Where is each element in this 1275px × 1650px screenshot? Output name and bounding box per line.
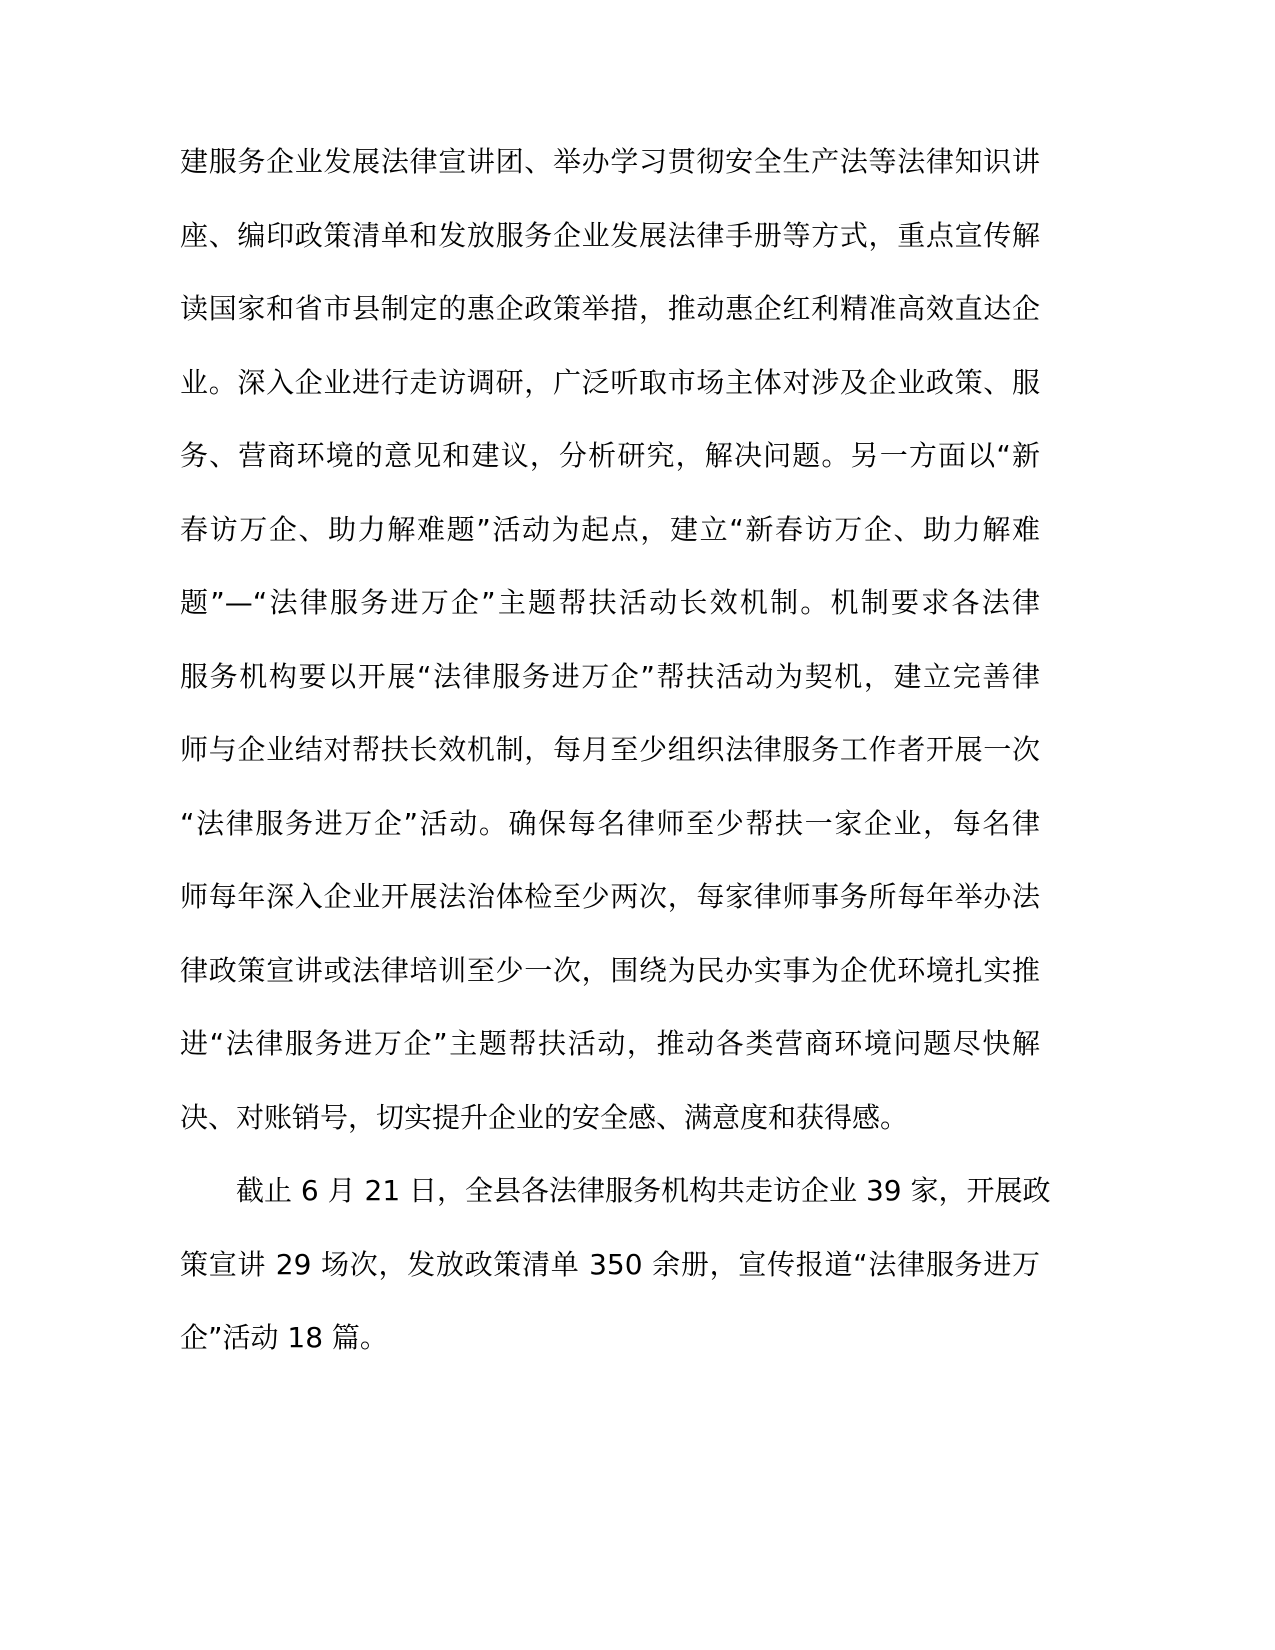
text-line: 座、编印政策清单和发放服务企业发展法律手册等方式，重点宣传解 [180,218,1040,252]
text-line: 师与企业结对帮扶长效机制，每月至少组织法律服务工作者开展一次 [180,733,1040,766]
text-line: 师每年深入企业开展法治体检至少两次，每家律师事务所每年举办法 [180,880,1040,913]
text-line: 决、对账销号，切实提升企业的安全感、满意度和获得感。 [180,1100,909,1134]
text-line: 建服务企业发展法律宣讲团、举办学习贯彻安全生产法等法律知识讲 [180,145,1040,178]
text-line: 进“法律服务进万企”主题帮扶活动，推动各类营商环境问题尽快解 [180,1027,1040,1060]
text-line: 服务机构要以开展“法律服务进万企”帮扶活动为契机，建立完善律 [180,659,1040,693]
text-line: 业。深入企业进行走访调研，广泛听取市场主体对涉及企业政策、服 [180,365,1040,399]
text-line: 题”—“法律服务进万企”主题帮扶活动长效机制。机制要求各法律 [180,586,1040,619]
text-line: 截止 6 月 21 日，全县各法律服务机构共走访企业 39 家，开展政 [236,1174,1051,1207]
text-line: 企”活动 18 篇。 [180,1321,388,1354]
text-line: 律政策宣讲或法律培训至少一次，围绕为民办实事为企优环境扎实推 [180,953,1040,987]
text-line: 务、营商环境的意见和建议，分析研究，解决问题。另一方面以“新 [180,439,1040,472]
text-line: 春访万企、助力解难题”活动为起点，建立“新春访万企、助力解难 [180,512,1040,546]
body-text [180,138,1051,1388]
text-line: “法律服务进万企”活动。确保每名律师至少帮扶一家企业，每名律 [180,806,1040,840]
text-line: 策宣讲 29 场次，发放政策清单 350 余册，宣传报道“法律服务进万 [180,1247,1040,1281]
text-line: 读国家和省市县制定的惠企政策举措，推动惠企红利精准高效直达企 [180,292,1040,325]
